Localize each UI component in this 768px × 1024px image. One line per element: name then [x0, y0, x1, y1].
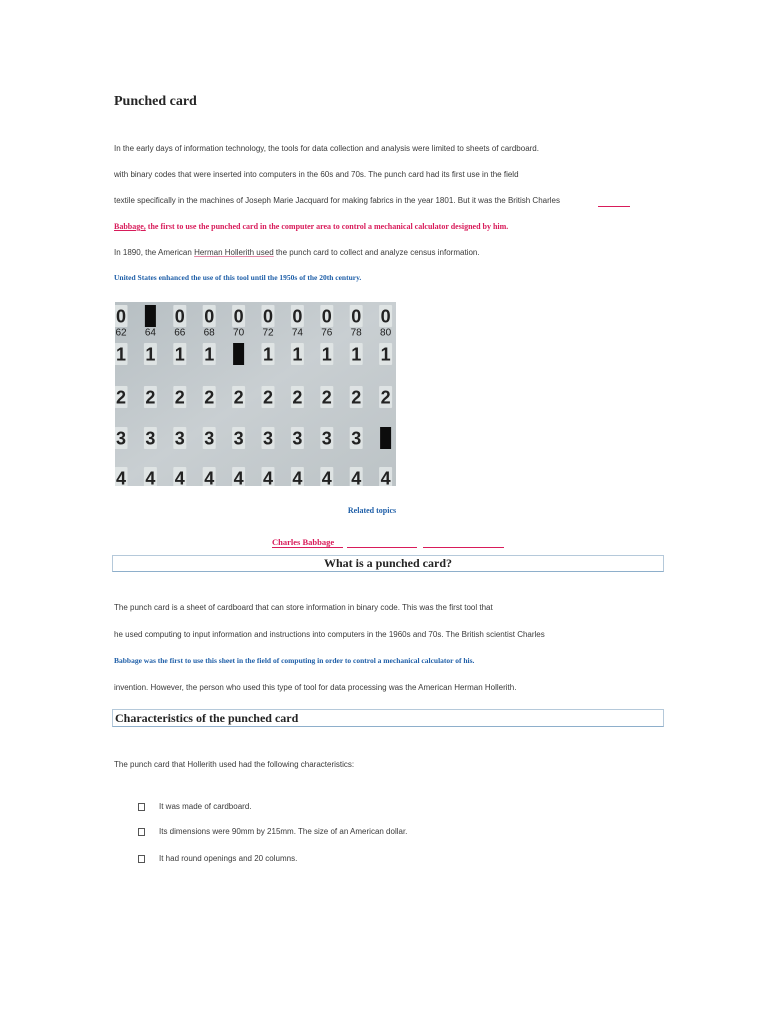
- square-bullet-icon: [138, 855, 145, 863]
- card-digit: 2: [145, 387, 156, 408]
- card-digit: 1: [174, 344, 185, 365]
- card-digit: 2: [351, 387, 362, 408]
- card-digit: 3: [292, 428, 303, 449]
- card-column-number: 72: [262, 327, 274, 339]
- card-column-number: 74: [291, 327, 303, 339]
- section2-intro: The punch card that Hollerith used had the following characteristics:: [114, 760, 355, 769]
- empty-link[interactable]: [347, 547, 417, 548]
- card-column-number: 80: [380, 327, 392, 339]
- card-digit: 2: [233, 387, 244, 408]
- card-digit: 3: [204, 428, 215, 449]
- section-heading-characteristics: Characteristics of the punched card: [112, 709, 664, 727]
- card-digit: 4: [262, 468, 274, 486]
- section1-line-4: invention. However, the person who used this type of tool for data processing was the American Herman Hollerith.: [114, 683, 517, 692]
- card-digit: 3: [262, 428, 274, 449]
- card-digit: 2: [321, 387, 332, 408]
- card-digit: 4: [115, 468, 127, 486]
- card-digit: 4: [321, 468, 332, 486]
- intro-line-3: textile specifically in the machines of Joseph Marie Jacquard for making fabrics in the year 1801. But it was the British Charles: [114, 196, 560, 205]
- card-digit: 0: [115, 306, 127, 327]
- card-punch-hole: [233, 343, 244, 365]
- section1-line-2: he used computing to input information and instructions into computers in the 1960s and 70s. The British scientist Charles: [114, 630, 545, 639]
- card-column-number: 68: [203, 327, 215, 339]
- square-bullet-icon: [138, 828, 145, 836]
- intro-line-2: with binary codes that were inserted into computers in the 60s and 70s. The punch card had its first use in the field: [114, 170, 519, 179]
- list-item: It was made of cardboard.: [159, 802, 252, 811]
- section1-line-1: The punch card is a sheet of cardboard that can store information in binary code. This was the first tool that: [114, 603, 493, 612]
- card-digit: 4: [204, 468, 215, 486]
- card-digit: 2: [380, 387, 391, 408]
- punched-card-svg: [115, 302, 396, 486]
- card-punch-hole: [380, 427, 391, 449]
- card-digit: 0: [262, 306, 274, 327]
- card-digit: 1: [292, 344, 303, 365]
- card-digit: 1: [380, 344, 391, 365]
- square-bullet-icon: [138, 803, 145, 811]
- section-heading-what-is: What is a punched card?: [112, 555, 664, 572]
- card-digit: 0: [204, 306, 215, 327]
- card-punch-hole: [145, 305, 156, 327]
- card-digit: 1: [351, 344, 362, 365]
- intro-line-6: United States enhanced the use of this tool until the 1950s of the 20th century.: [114, 273, 362, 282]
- card-digit: 4: [174, 468, 185, 486]
- card-column-number: 70: [233, 327, 245, 339]
- babbage-link[interactable]: Babbage,: [114, 222, 146, 231]
- card-digit: 3: [321, 428, 332, 449]
- card-digit: 0: [380, 306, 391, 327]
- card-digit: 2: [115, 387, 127, 408]
- card-digit: 0: [351, 306, 362, 327]
- intro-line-4: [114, 222, 508, 232]
- intro-line-5-start: In 1890, the American: [114, 248, 192, 257]
- page-title: Punched card: [114, 94, 197, 109]
- card-digit: 4: [233, 468, 244, 486]
- card-digit: 3: [233, 428, 244, 449]
- list-item: Its dimensions were 90mm by 215mm. The size of an American dollar.: [159, 827, 408, 836]
- intro-line-4-text: the first to use the punched card in the computer area to control a mechanical calculator designed by him.: [147, 222, 509, 231]
- card-column-number: 64: [144, 327, 156, 339]
- intro-line-5-end: the punch card to collect and analyze census information.: [275, 248, 480, 257]
- card-digit: 3: [145, 428, 156, 449]
- list-item: It had round openings and 20 columns.: [159, 854, 298, 863]
- card-digit: 3: [115, 428, 127, 449]
- card-column-number: 66: [174, 327, 186, 339]
- card-digit: 4: [145, 468, 156, 486]
- card-digit: 1: [145, 344, 156, 365]
- intro-line-1: In the early days of information technology, the tools for data collection and analysis were limited to sheets of cardboard.: [114, 144, 539, 153]
- card-digit: 0: [321, 306, 332, 327]
- related-topics-heading: Related topics: [347, 506, 397, 515]
- card-column-number: 76: [321, 327, 333, 339]
- card-digit: 2: [204, 387, 215, 408]
- card-digit: 2: [262, 387, 274, 408]
- card-digit: 1: [321, 344, 332, 365]
- punched-card-image: [115, 302, 396, 486]
- hollerith-link[interactable]: Herman Hollerith used: [194, 248, 274, 257]
- card-digit: 1: [262, 344, 274, 365]
- card-digit: 2: [174, 387, 185, 408]
- card-digit: 2: [292, 387, 303, 408]
- card-digit: 4: [351, 468, 362, 486]
- empty-link[interactable]: [598, 206, 630, 207]
- card-digit: 0: [292, 306, 303, 327]
- intro-line-5: [114, 248, 480, 258]
- charles-babbage-link[interactable]: Charles Babbage: [272, 537, 343, 548]
- card-column-number: 78: [350, 327, 362, 339]
- card-digit: 0: [174, 306, 185, 327]
- card-digit: 1: [115, 344, 127, 365]
- section1-line-3: Babbage was the first to use this sheet in the field of computing in order to control a mechanical calculator of his.: [114, 656, 475, 665]
- card-digit: 1: [204, 344, 215, 365]
- card-digit: 4: [380, 468, 391, 486]
- card-digit: 0: [233, 306, 244, 327]
- card-column-number: 62: [115, 327, 127, 339]
- card-digit: 3: [174, 428, 185, 449]
- empty-link[interactable]: [423, 547, 504, 548]
- card-digit: 4: [292, 468, 303, 486]
- card-digit: 3: [351, 428, 362, 449]
